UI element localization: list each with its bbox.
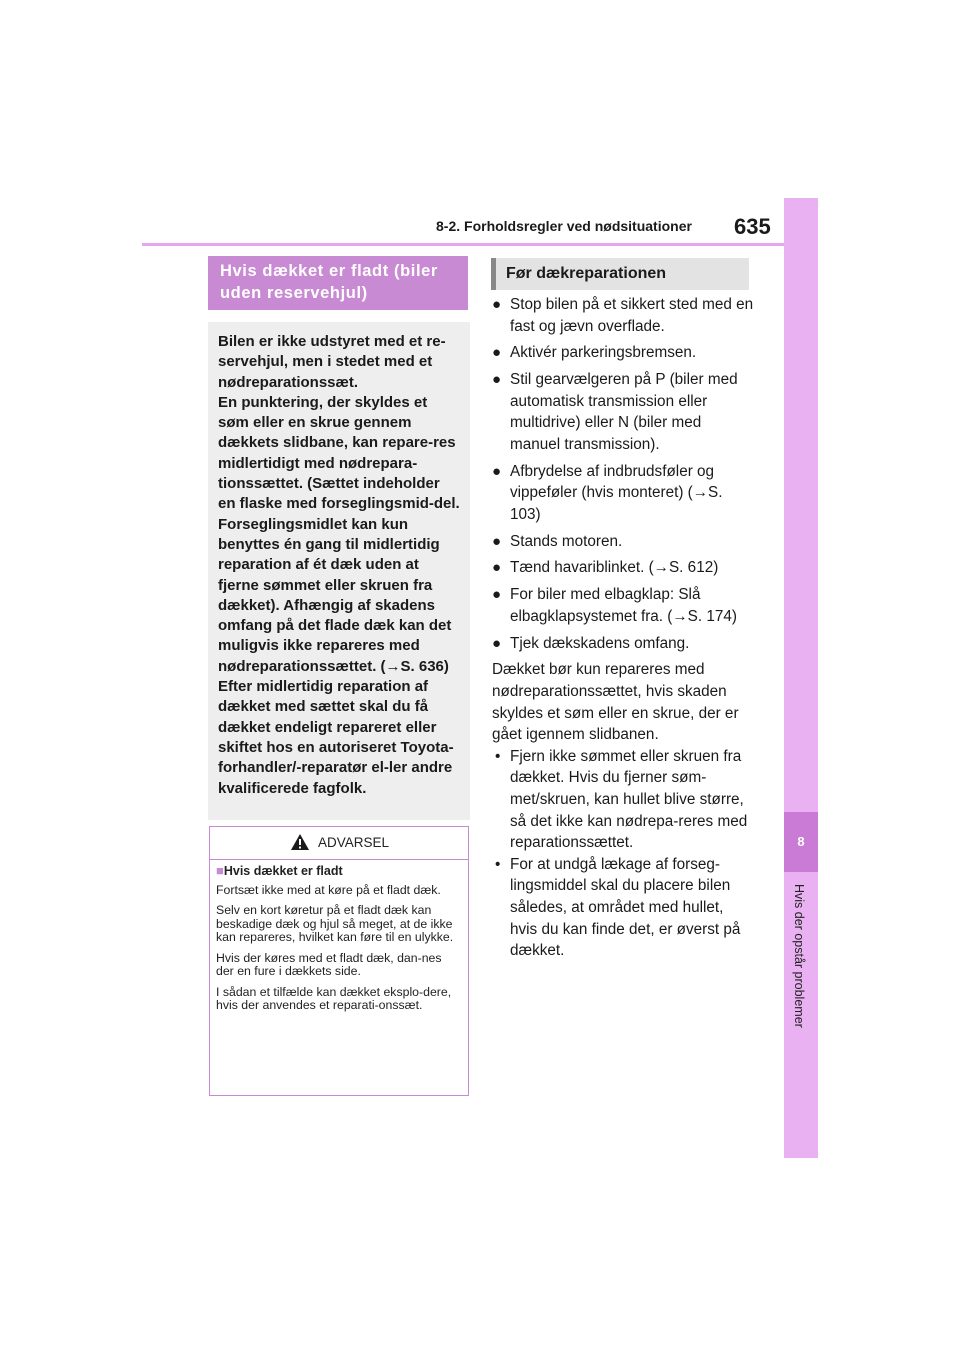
bullet-dot-icon: ●: [492, 344, 502, 362]
list-item: ● For biler med elbagklap: Slå elbagklapsystemet fra. (→S. 174): [492, 584, 754, 627]
bullet-dot-icon: ●: [492, 586, 502, 604]
warning-box: [209, 826, 469, 1096]
info-paragraph: Bilen er ikke udstyret med et re-servehjul, men i stedet med et nødreparationssæt.: [218, 333, 446, 391]
warning-subheading: ■Hvis dækket er fladt: [216, 863, 343, 878]
bullet-dot-icon: ●: [492, 462, 502, 480]
body-paragraph: Dækket bør kun repareres med nødreparationssættet, hvis skaden skyldes et søm eller en skrue, der er gået igennem slidbanen.: [492, 661, 739, 744]
bullet-dot-icon: •: [495, 855, 501, 873]
bullet-dot-icon: ●: [492, 371, 502, 389]
list-item: ● Tænd havariblinket. (→S. 612): [492, 557, 754, 579]
sub-list-item: • For at undgå lækage af forseg-lingsmiddel skal du placere bilen således, at området med hullet, hvis du kan finde det, er øverst på dækket.: [492, 854, 754, 962]
list-item: ● Afbrydelse af indbrudsføler og vippeføler (hvis monteret) (→S. 103): [492, 461, 754, 526]
warning-paragraph: Selv en kort køretur på et fladt dæk kan beskadige dæk og hjul så meget, at de ikke kan repareres, hvilket kan føre til en ulykke.: [216, 903, 454, 944]
chapter-number: 8: [797, 834, 805, 849]
warning-content: [210, 860, 468, 1013]
warning-paragraph: Hvis der køres med et fladt dæk, dan-nes der en fure i dækkets side.: [216, 950, 442, 978]
warning-triangle-icon: [290, 833, 310, 851]
right-section-heading: Før dækreparationen: [491, 258, 749, 290]
header-divider: [142, 243, 788, 246]
bullet-dot-icon: ●: [492, 532, 502, 550]
info-paragraph: Efter midlertidig reparation af dækket med sættet skal du få dækket endeligt repareret eller skiftet hos en autoriseret Toyota-forhandler/-reparatør el-ler andre kvalificerede fagfolk.: [218, 678, 454, 797]
bullet-dot-icon: ●: [492, 296, 502, 313]
bullet-dot-icon: •: [495, 747, 501, 765]
list-item: ● Stil gearvælgeren på P (biler med automatisk transmission eller multidrive) eller N (biler med manuel transmission).: [492, 369, 754, 455]
chapter-title: Hvis der opstår problemer: [792, 884, 806, 1028]
section-title: 8-2. Forholdsregler ved nødsituationer: [436, 218, 692, 234]
right-content: [492, 294, 754, 962]
list-item: ● Stands motoren.: [492, 531, 754, 553]
list-item: ● Tjek dækskadens omfang.: [492, 633, 754, 655]
info-paragraph: En punktering, der skyldes et søm eller en skrue gennem dækkets slidbane, kan repare-res midlertidigt med nødrepara-tionssættet. (Sættet indeholder en flaske med forseglingsmid-del. Forseglingsmidlet kan kun benyttes én gang til midlertidig reparation af ét dæk uden at fjerne sømmet eller skruen fra dækket). Afhængig af skadens omfang på det flade dæk kan det muligvis ikke repareres med nødreparationssættet. (→S. 636): [218, 393, 460, 675]
page-number: 635: [734, 214, 771, 239]
warning-paragraph: Fortsæt ikke med at køre på et fladt dæk.: [216, 882, 441, 897]
bullet-dot-icon: ●: [492, 559, 502, 577]
warning-paragraph: I sådan et tilfælde kan dækket eksplo-dere, hvis der anvendes et reparati-onssæt.: [216, 984, 452, 1012]
list-item: ● Stop bilen på et sikkert sted med en fast og jævn overflade.: [492, 294, 754, 337]
left-section-heading: Hvis dækket er fladt (biler uden reservehjul): [208, 256, 468, 310]
sub-list-item: • Fjern ikke sømmet eller skruen fra dækket. Hvis du fjerner søm-met/skruen, kan hullet blive større, så det ikke kan nødrepa-reres med reparationssættet.: [492, 746, 754, 854]
warning-title: ADVARSEL: [318, 835, 390, 850]
warning-header: [210, 827, 468, 860]
bullet-dot-icon: ●: [492, 634, 502, 652]
square-bullet-icon: ■: [216, 863, 224, 878]
left-info-box: [208, 322, 470, 820]
list-item: ● Aktivér parkeringsbremsen.: [492, 342, 754, 364]
